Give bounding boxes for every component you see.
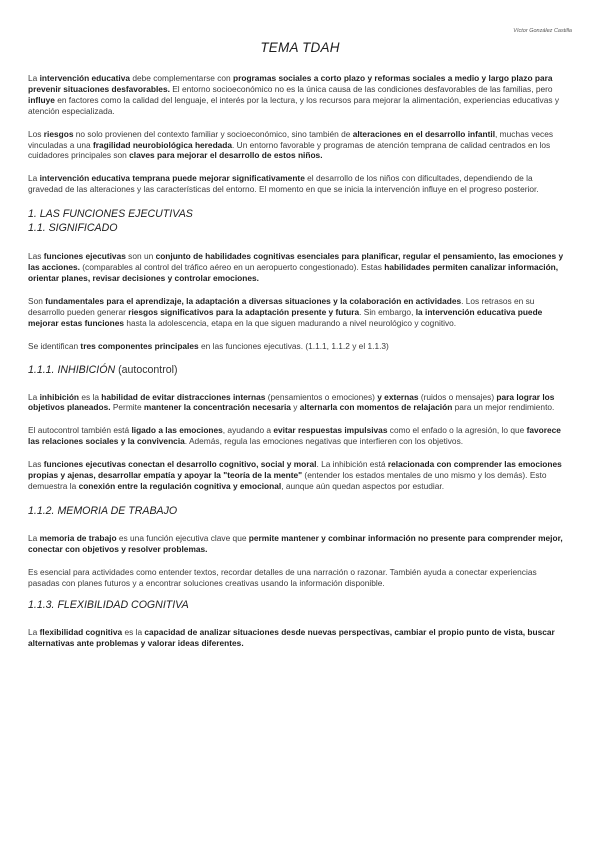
bold-run: tres componentes principales — [80, 340, 199, 351]
bold-run: alteraciones en el desarrollo infantil — [352, 128, 496, 139]
bold-run: riesgos — [43, 128, 74, 139]
bold-run: flexibilidad cognitiva — [39, 627, 123, 638]
paragraph-inhibition — [28, 392, 564, 414]
heading-text: 1.1.1. INHIBICIÓN — [28, 363, 116, 376]
bold-run: capacidad de analizar situaciones desde nuevas perspectivas, cambiar el propio punto de vista, buscar alternativas ante problemas y valorar ideas diferentes. — [28, 627, 555, 649]
bold-run: conjunto de habilidades cognitivas esenciales para planificar, regular el pensamiento, las emociones y las acciones. — [28, 251, 564, 273]
text-run: es la — [122, 627, 145, 638]
paragraph-flexibility — [28, 627, 564, 649]
bold-run: ligado a las emociones — [131, 425, 223, 436]
text-run: y — [290, 402, 300, 413]
bold-run: evitar respuestas impulsivas — [273, 425, 388, 436]
bold-run: para lograr los objetivos planeados. — [28, 391, 555, 413]
heading-cognitive-flexibility: 1.1.3. FLEXIBILIDAD COGNITIVA — [28, 599, 189, 612]
paragraph-early-intervention — [28, 173, 564, 195]
paragraph-executive-definition — [28, 251, 564, 284]
text-run: , aunque aún quedan aspectos por estudiar. — [281, 480, 445, 491]
text-run: , muchas veces vinculadas a una — [28, 128, 554, 150]
text-run: La — [28, 73, 40, 83]
paragraph-risks — [28, 129, 564, 162]
text-run: es una función ejecutiva clave que — [116, 532, 249, 543]
text-run: (pensamientos o emociones) — [265, 391, 378, 402]
text-run: el desarrollo de los niños con dificultades, dependiendo de la gravedad de las alteraciones y las características del entorno. El momento en que se inicia la intervención influye en el progreso posterior. — [28, 173, 539, 195]
text-run: son un — [125, 251, 156, 262]
text-run: (entender los estados mentales de uno mismo y los demás). Esto demuestra la — [28, 470, 547, 491]
text-run: , ayudando a — [222, 425, 274, 436]
bold-run: habilidades permiten canalizar información, orientar planes, revisar decisiones y controlar emociones. — [28, 262, 559, 283]
bold-run: conexión entre la regulación cognitiva y emocional — [78, 480, 282, 491]
bold-run: memoria de trabajo — [39, 532, 117, 543]
paragraph-fundamental — [28, 296, 564, 329]
paragraph-components — [28, 341, 564, 352]
paragraph-self-control — [28, 425, 564, 447]
text-run: Las — [28, 459, 44, 470]
text-run: . Sin embargo, — [359, 306, 416, 317]
heading-working-memory: 1.1.2. MEMORIA DE TRABAJO — [28, 504, 178, 517]
bold-run: intervención educativa temprana puede mejorar significativamente — [39, 173, 305, 184]
text-run: La — [28, 173, 40, 184]
heading-extra: (autocontrol) — [115, 363, 178, 376]
text-run: La — [28, 391, 40, 402]
paragraph-intervention — [28, 73, 564, 117]
bold-run: alternarla con momentos de relajación — [299, 402, 453, 413]
text-run: Los — [28, 128, 44, 139]
bold-run: y externas — [377, 391, 419, 402]
author-header: Víctor González Castilla — [513, 28, 572, 34]
text-run: La — [28, 627, 40, 638]
text-run: como el enfado o la agresión, lo que — [387, 425, 527, 436]
heading-inhibition — [28, 363, 564, 377]
text-run: Permite — [110, 402, 144, 413]
text-run: . Los retrasos en su desarrollo pueden generar — [28, 295, 535, 317]
bold-run: mantener la concentración necesaria — [143, 402, 291, 413]
text-run: El autocontrol también está — [28, 425, 132, 436]
bold-run: programas sociales a corto plazo y reformas sociales a medio y largo plazo para prevenir situaciones desfavorables. — [28, 73, 553, 94]
text-run: no solo provienen del contexto familiar y socioeconómico, sino también de — [73, 128, 353, 139]
bold-run: funciones ejecutivas — [43, 251, 126, 262]
text-run: . La inhibición está — [316, 459, 388, 470]
bold-run: claves para mejorar el desarrollo de estos niños. — [129, 150, 323, 161]
bold-run: fundamentales para el aprendizaje, la adaptación a diversas situaciones y la colaboración en actividades — [45, 295, 462, 306]
bold-run: fragilidad neurobiológica heredada — [92, 139, 233, 150]
bold-run: influye — [28, 94, 55, 105]
text-run: (comparables al control del tráfico aéreo en un aeropuerto congestionado). Estas — [79, 262, 385, 273]
document-body — [28, 70, 564, 649]
text-run: . Además, regula las emociones negativas que interfieren con los objetivos. — [184, 436, 464, 447]
text-run: hasta la adolescencia, etapa en la que siguen madurando a nivel neurológico y cognitivo. — [124, 317, 457, 328]
paragraph-essential: Es esencial para actividades como entender textos, recordar detalles de una narración o razonar. También ayuda a conectar experiencias pasadas con planes futuros y a encontrar soluciones creativas usando la información disponible. — [28, 566, 537, 588]
text-run: debe complementarse con — [130, 73, 233, 83]
page-title: TEMA TDAH — [260, 40, 340, 55]
text-run: Las — [28, 251, 44, 262]
bold-run: funciones ejecutivas conectan el desarrollo cognitivo, social y moral — [43, 459, 317, 470]
text-run: es la — [79, 391, 102, 402]
paragraph-working-memory — [28, 533, 564, 555]
bold-run: la intervención educativa puede mejorar estas funciones — [28, 306, 543, 328]
text-run: Se identifican — [28, 340, 81, 351]
text-run: La — [28, 532, 40, 543]
bold-run: inhibición — [39, 391, 80, 402]
text-run: Son — [28, 295, 46, 306]
text-run: para un mejor rendimiento. — [452, 402, 555, 413]
text-run: en las funciones ejecutivas. (1.1.1, 1.1.2 y el 1.1.3) — [198, 340, 389, 351]
bold-run: permite mantener y combinar información no presente para comprender mejor, conectar con objetivos y resolver problemas. — [28, 532, 563, 554]
bold-run: relacionada con comprender las emociones propias y ajenas, desarrollar empatía y apoyar la "teoría de la mente" — [28, 459, 562, 481]
text-run: (ruidos o mensajes) — [418, 391, 497, 402]
bold-run: habilidad de evitar distracciones internas — [101, 391, 266, 402]
heading-executive-functions: 1. LAS FUNCIONES EJECUTIVAS — [28, 208, 193, 221]
paragraph-connection — [28, 459, 564, 492]
heading-meaning: 1.1. SIGNIFICADO — [28, 222, 118, 235]
bold-run: riesgos significativos para la adaptación presente y futura — [128, 306, 360, 317]
text-run: en factores como la calidad del lenguaje, el interés por la lectura, y los recursos para mejorar la alimentación, experiencias educativas y atención especializada. — [28, 94, 560, 116]
text-run: El entorno socioeconómico no es la única causa de las condiciones desfavorables de las familias, pero — [169, 83, 553, 94]
bold-run: favorece las relaciones sociales y la convivencia — [28, 425, 561, 447]
bold-run: intervención educativa — [39, 73, 131, 83]
text-run: . Un entorno favorable y programas de atención temprana de calidad centrados en los cuidadores principales son — [28, 139, 551, 161]
